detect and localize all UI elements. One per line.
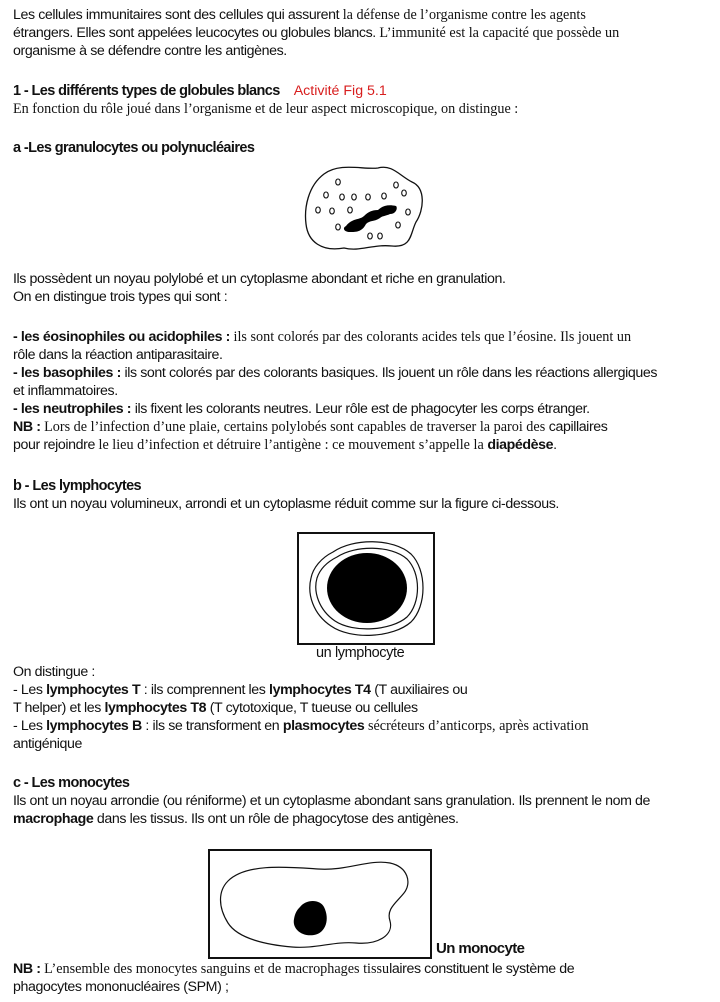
- lymphocytes-b-label: lymphocytes B: [46, 718, 142, 734]
- section-1-subtitle: En fonction du rôle joué dans l’organisme et de leur aspect microscopique, on distingue :: [13, 101, 519, 117]
- lymphocytes-t8-label: lymphocytes T8: [104, 700, 207, 716]
- lymphocyte-caption: un lymphocyte: [316, 645, 405, 661]
- nb-text-2: capillaires: [548, 419, 608, 435]
- nb-label-monocytes: NB :: [13, 961, 41, 977]
- lymphocytes-t8-text: (T cytotoxique, T tueuse ou cellules: [209, 700, 418, 716]
- basophiles-label: - les basophiles :: [13, 365, 121, 381]
- lymphocyte-nucleus: [327, 553, 407, 623]
- granulocytes-heading: [13, 139, 713, 157]
- lymphocytes-b-text-2: sécréteurs d’anticorps, après activation: [367, 718, 589, 734]
- lymphocytes-t4-label: lymphocytes T4: [269, 682, 371, 698]
- intro-s2: la défense de l’organisme contre les agents: [342, 7, 586, 23]
- granulocytes-desc-1: Ils possèdent un noyau polylobé et un cytoplasme abondant et riche en granulation.: [13, 271, 506, 287]
- monocyte-figure: [208, 849, 432, 959]
- lymphocyte-types: [13, 663, 713, 753]
- monocytes-nb-text-2: phagocytes mononucléaires (SPM) ;: [13, 979, 229, 995]
- t-prefix: - Les: [13, 682, 43, 698]
- granulocyte-types: [13, 328, 713, 454]
- intro-s4: L’immunité est la capacité que possède un: [379, 25, 620, 41]
- monocytes-nb: [13, 960, 713, 996]
- monocytes-title: c - Les monocytes: [13, 775, 130, 791]
- activity-reference: Activité Fig 5.1: [293, 83, 387, 99]
- lymphocytes-t-text: : ils comprennent les: [143, 682, 266, 698]
- lymphocytes-b-text: : ils se transforment en: [145, 718, 280, 734]
- section-1-title: 1 - Les différents types de globules blancs: [13, 83, 280, 99]
- eosinophiles-text-1: ils sont colorés par des colorants acides tels que l’éosine. Ils jouent un: [233, 329, 632, 345]
- monocytes-desc-2: dans les tissus. Ils ont un rôle de phagocytose des antigènes.: [96, 811, 459, 827]
- intro-s5: organisme à se défendre contre les antigènes.: [13, 43, 287, 59]
- granulocyte-figure: [300, 160, 428, 256]
- distinguish-text: On distingue :: [13, 664, 95, 680]
- granulocytes-desc-2: On en distingue trois types qui sont :: [13, 289, 228, 305]
- granulocytes-title: a -Les granulocytes ou polynucléaires: [13, 140, 255, 156]
- lymphocytes-t4-text: (T auxiliaires ou: [374, 682, 468, 698]
- granulocytes-description: [13, 270, 713, 306]
- nb-text-4: le lieu d’infection et détruire l’antigène : ce mouvement s’appelle la: [98, 437, 484, 453]
- plasmocytes-label: plasmocytes: [282, 718, 365, 734]
- nb-text-3: pour rejoindre: [13, 437, 95, 453]
- nb-text-1: Lors de l’infection d’une plaie, certains polylobés sont capables de traverser la paroi des: [44, 419, 546, 435]
- granulocyte-membrane: [306, 167, 423, 249]
- monocytes-desc-1: Ils ont un noyau arrondie (ou réniforme) et un cytoplasme abondant sans granulation. Ils prennent le nom de: [13, 793, 651, 809]
- lymphocytes-t-label: lymphocytes T: [46, 682, 141, 698]
- nb-end: .: [553, 437, 557, 453]
- monocyte-caption: Un monocyte: [436, 940, 525, 957]
- lymphocyte-figure: [297, 532, 435, 645]
- lymphocytes-t4-text-2: T helper) et les: [13, 700, 101, 716]
- lymphocytes-desc: Ils ont un noyau volumineux, arrondi et un cytoplasme réduit comme sur la figure ci-dessous.: [13, 496, 559, 512]
- intro-s1: Les cellules immunitaires sont des cellules qui assurent: [13, 7, 340, 23]
- monocytes-nb-text-1: L’ensemble des monocytes sanguins et de macrophages tissu: [44, 961, 390, 977]
- macrophage-term: macrophage: [13, 811, 94, 827]
- eosinophiles-label: - les éosinophiles ou acidophiles :: [13, 329, 230, 345]
- intro-paragraph: [13, 6, 713, 60]
- lymphocytes-heading: [13, 477, 713, 513]
- nb-label-granulocytes: NB :: [13, 419, 41, 435]
- lymphocytes-b-text-3: antigénique: [13, 736, 82, 752]
- monocytes-section: [13, 774, 713, 828]
- b-prefix: - Les: [13, 718, 43, 734]
- diapedese-term: diapédèse: [487, 437, 554, 453]
- monocytes-nb-text-1b: laires constituent le système de: [389, 961, 575, 977]
- intro-s3: étrangers. Elles sont appelées leucocytes ou globules blancs.: [13, 25, 376, 41]
- neutrophiles-text: ils fixent les colorants neutres. Leur rôle est de phagocyter les corps étranger.: [134, 401, 590, 417]
- monocyte-nucleus: [294, 901, 327, 935]
- basophiles-text: ils sont colorés par des colorants basiques. Ils jouent un rôle dans les réactions allergiques: [124, 365, 658, 381]
- eosinophiles-text-2: rôle dans la réaction antiparasitaire.: [13, 347, 223, 363]
- section-1-heading: [13, 82, 713, 118]
- lymphocytes-title: b - Les lymphocytes: [13, 478, 141, 494]
- neutrophiles-label: - les neutrophiles :: [13, 401, 132, 417]
- basophiles-text-2: et inflammatoires.: [13, 383, 118, 399]
